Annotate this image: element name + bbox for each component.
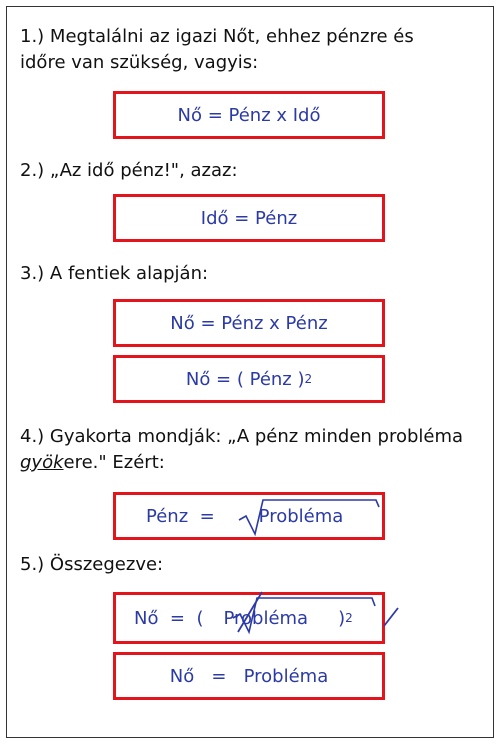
step-1-line-2: időre van szükség, vagyis: [20, 52, 259, 73]
formula-box-1 [113, 91, 385, 139]
step-5-text [20, 552, 163, 578]
formula-6-left: Nő = ( [134, 607, 204, 629]
formula-7: Nő = Probléma [169, 665, 329, 687]
formula-4: Nő = ( Pénz ) [185, 368, 305, 390]
formula-5-left: Pénz = [146, 505, 215, 527]
formula-3: Nő = Pénz x Pénz [170, 312, 328, 334]
step-1-text [20, 24, 414, 76]
formula-6-right: ) [338, 607, 346, 629]
formula-box-6 [113, 592, 385, 644]
step-1-line-1: 1.) Megtalálni az igazi Nőt, ehhez pénzre és [20, 26, 414, 47]
formula-box-2 [113, 194, 385, 242]
step-2-text [20, 158, 238, 184]
formula-2: Idő = Pénz [200, 207, 298, 229]
formula-box-4 [113, 355, 385, 403]
step-3-text [20, 261, 208, 287]
formula-box-7 [113, 652, 385, 700]
step-4-line-2 [20, 450, 463, 476]
step-5-line-1: 5.) Összegezve: [20, 554, 164, 575]
formula-6-radicand: Probléma [223, 607, 309, 629]
formula-5-radicand: Probléma [258, 505, 344, 527]
step-4-line-2-rest: ere." Ezért: [63, 452, 165, 473]
formula-4-exponent: 2 [304, 372, 313, 386]
formula-box-5 [113, 492, 385, 540]
step-4-underlined-word: gyök [20, 452, 64, 473]
step-2-line-1: 2.) „Az idő pénz!", azaz: [20, 160, 238, 181]
formula-box-3 [113, 299, 385, 347]
step-3-line-1: 3.) A fentiek alapján: [20, 263, 209, 284]
step-4-text [20, 424, 463, 476]
formula-1: Nő = Pénz x Idő [177, 104, 321, 126]
step-4-line-1: 4.) Gyakorta mondják: „A pénz minden probléma [20, 426, 464, 447]
formula-6-exponent: 2 [345, 611, 353, 625]
